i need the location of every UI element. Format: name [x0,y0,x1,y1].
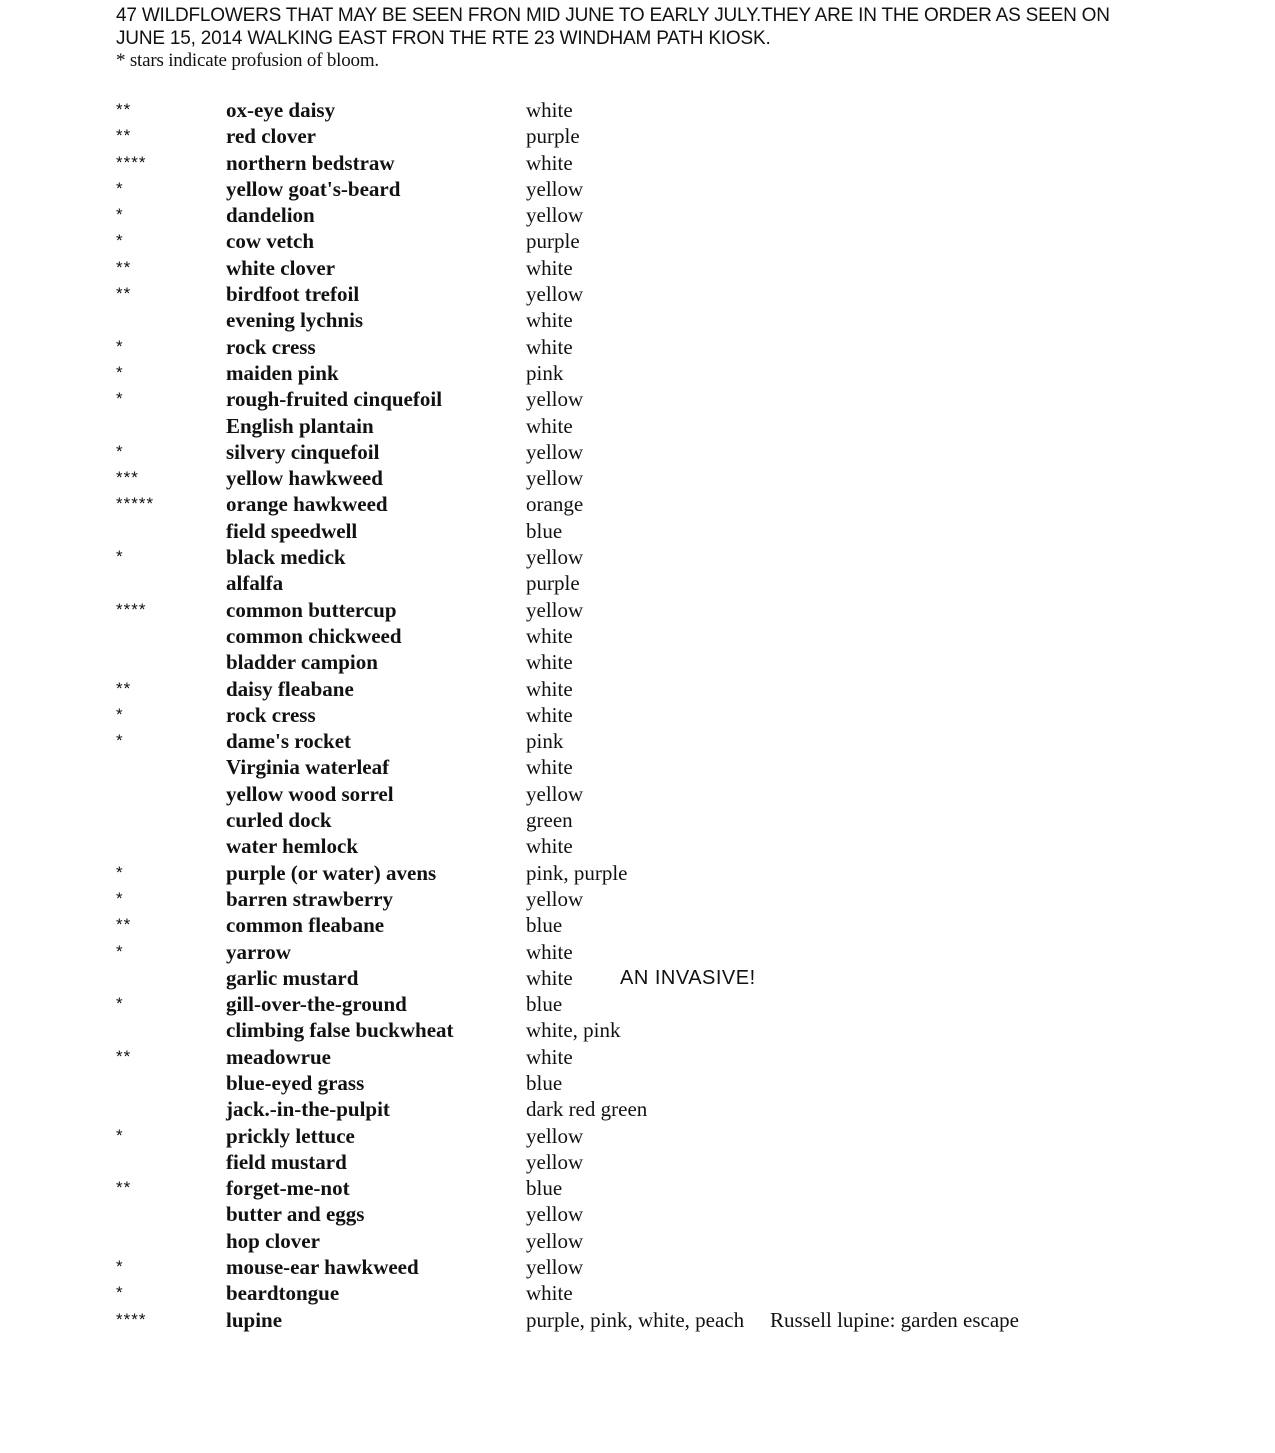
list-item [0,886,1275,912]
flower-color: white [526,939,573,964]
bloom-stars: **** [116,152,147,172]
flower-name: orange hawkweed [226,492,388,517]
bloom-stars: ** [116,1046,132,1066]
bloom-stars: * [116,941,124,961]
flower-name: dame's rocket [226,729,352,754]
list-item [0,281,1275,307]
flower-name: butter and eggs [226,1202,365,1227]
flower-name: dandelion [226,203,315,228]
flower-name: alfalfa [226,571,284,596]
flower-name: rock cress [226,334,316,359]
flower-name: jack.-in-the-pulpit [226,1097,390,1122]
list-item [0,1123,1275,1149]
list-item [0,491,1275,517]
flower-name: yellow hawkweed [226,466,383,491]
list-item [0,255,1275,281]
flower-name: hop clover [226,1228,320,1253]
list-item [0,1254,1275,1280]
flower-name: forget-me-not [226,1176,350,1201]
flower-color: white [526,676,573,701]
flower-name: climbing false buckwheat [226,1018,454,1043]
list-item [0,676,1275,702]
document-header [116,4,1246,72]
bloom-stars: **** [116,599,147,619]
list-item [0,965,1275,991]
flower-name: prickly lettuce [226,1123,355,1148]
flower-name: yellow wood sorrel [226,781,394,806]
flower-color: yellow [526,203,584,228]
list-item [0,728,1275,754]
flower-name: yellow goat's-beard [226,176,401,201]
list-item [0,97,1275,123]
bloom-stars: * [116,1125,124,1145]
list-item [0,439,1275,465]
bloom-stars: * [116,994,124,1014]
flower-color: white [526,334,573,359]
list-item [0,176,1275,202]
flower-name: rough-fruited cinquefoil [226,387,443,412]
list-item [0,1280,1275,1306]
flower-color: yellow [526,545,584,570]
bloom-stars: * [116,231,124,251]
header-line-1: 47 WILDFLOWERS THAT MAY BE SEEN FRON MID JUNE TO EARLY JULY.THEY ARE IN THE ORDER AS SEEN ON [116,5,1110,26]
list-item [0,334,1275,360]
list-item [0,1307,1275,1333]
list-item [0,912,1275,938]
flower-name: ox-eye daisy [226,98,336,122]
flower-color: yellow [526,439,584,464]
flower-color: white [526,834,573,859]
flower-color: blue [526,518,563,543]
bloom-stars: * [116,888,124,908]
flower-note: Russell lupine: garden escape [770,1307,1020,1332]
bloom-stars: * [116,178,124,198]
bloom-stars: * [116,205,124,225]
flower-name: Virginia waterleaf [226,755,390,780]
list-item [0,860,1275,886]
flower-name: common buttercup [226,597,397,622]
flower-name: blue-eyed grass [226,1070,365,1095]
stars-legend-note: * stars indicate profusion of bloom. [116,50,379,71]
list-item [0,570,1275,596]
flower-color: blue [526,992,563,1017]
flower-color: orange [526,492,584,517]
list-item [0,360,1275,386]
flower-color: yellow [526,886,584,911]
bloom-stars: * [116,547,124,567]
bloom-stars: * [116,1257,124,1277]
list-item [0,518,1275,544]
flower-name: gill-over-the-ground [226,992,407,1017]
list-item [0,123,1275,149]
flower-name: birdfoot trefoil [226,282,360,307]
flower-name: meadowrue [226,1044,331,1069]
flower-color: white [526,650,573,675]
list-item [0,754,1275,780]
bloom-stars: ***** [116,494,155,514]
flower-color: white [526,150,573,175]
flower-note: AN INVASIVE! [620,966,756,989]
list-item [0,1096,1275,1122]
bloom-stars: ** [116,678,132,698]
bloom-stars: ** [116,284,132,304]
list-item [0,702,1275,728]
wildflower-list [0,97,1275,1333]
flower-color: pink, purple [526,860,628,885]
flower-name: English plantain [226,413,374,438]
list-item [0,1070,1275,1096]
list-item [0,623,1275,649]
flower-color: yellow [526,387,584,412]
list-item [0,1175,1275,1201]
flower-name: water hemlock [226,834,358,859]
flower-name: silvery cinquefoil [226,439,380,464]
flower-color: blue [526,913,563,938]
flower-color: green [526,808,573,833]
bloom-stars: * [116,389,124,409]
flower-color: blue [526,1070,563,1095]
list-item [0,649,1275,675]
list-item [0,597,1275,623]
flower-color: yellow [526,1255,584,1280]
flower-name: yarrow [226,939,291,964]
flower-color: yellow [526,176,584,201]
flower-color: blue [526,1176,563,1201]
header-line-2: JUNE 15, 2014 WALKING EAST FRON THE RTE 23 WINDHAM PATH KIOSK. [116,28,771,49]
flower-name: lupine [226,1307,283,1332]
list-item [0,1228,1275,1254]
flower-name: evening lychnis [226,308,364,333]
list-item [0,1044,1275,1070]
bloom-stars: * [116,731,124,751]
list-item [0,150,1275,176]
bloom-stars: * [116,862,124,882]
flower-color: yellow [526,1202,584,1227]
bloom-stars: * [116,336,124,356]
list-item [0,202,1275,228]
flower-color: pink [526,729,564,754]
bloom-stars: ** [116,126,132,146]
bloom-stars: * [116,704,124,724]
flower-color: white [526,965,573,990]
flower-name: beardtongue [226,1281,340,1306]
flower-name: maiden pink [226,360,339,385]
flower-name: red clover [226,124,316,149]
flower-color: white [526,1044,573,1069]
flower-color: white, pink [526,1018,621,1043]
flower-name: common fleabane [226,913,385,938]
flower-color: white [526,1281,573,1306]
flower-color: white [526,413,573,438]
flower-name: garlic mustard [226,965,359,990]
flower-color: white [526,702,573,727]
flower-name: cow vetch [226,229,315,254]
bloom-stars: * [116,362,124,382]
list-item [0,544,1275,570]
list-item [0,1149,1275,1175]
flower-color: pink [526,360,564,385]
list-item [0,307,1275,333]
list-item [0,386,1275,412]
flower-color: white [526,308,573,333]
flower-color: white [526,623,573,648]
flower-name: curled dock [226,808,332,833]
bloom-stars: ** [116,100,132,119]
flower-color: purple, pink, white, peach [526,1307,745,1332]
list-item [0,465,1275,491]
list-item [0,413,1275,439]
flower-name: daisy fleabane [226,676,354,701]
flower-color: white [526,255,573,280]
flower-name: field mustard [226,1149,347,1174]
list-item [0,833,1275,859]
flower-color: yellow [526,781,584,806]
flower-color: yellow [526,466,584,491]
flower-color: yellow [526,597,584,622]
flower-color: purple [526,124,580,149]
flower-name: northern bedstraw [226,150,395,175]
bloom-stars: **** [116,1309,147,1329]
flower-name: rock cress [226,702,316,727]
flower-color: purple [526,571,580,596]
list-item [0,228,1275,254]
list-item [0,781,1275,807]
flower-name: mouse-ear hawkweed [226,1255,419,1280]
flower-color: white [526,98,573,122]
list-item [0,1017,1275,1043]
flower-name: field speedwell [226,518,358,543]
bloom-stars: *** [116,468,139,488]
flower-color: yellow [526,282,584,307]
flower-name: purple (or water) avens [226,860,437,885]
flower-name: common chickweed [226,623,402,648]
list-item [0,991,1275,1017]
flower-color: purple [526,229,580,254]
flower-color: yellow [526,1149,584,1174]
flower-color: yellow [526,1123,584,1148]
list-item [0,939,1275,965]
flower-color: dark red green [526,1097,648,1122]
bloom-stars: * [116,441,124,461]
flower-color: white [526,755,573,780]
flower-name: bladder campion [226,650,378,675]
bloom-stars: ** [116,257,132,277]
flower-color: yellow [526,1228,584,1253]
list-item [0,807,1275,833]
bloom-stars: ** [116,1178,132,1198]
bloom-stars: * [116,1283,124,1303]
flower-name: barren strawberry [226,886,393,911]
flower-name: white clover [226,255,336,280]
bloom-stars: ** [116,915,132,935]
list-item [0,1201,1275,1227]
flower-name: black medick [226,545,346,570]
